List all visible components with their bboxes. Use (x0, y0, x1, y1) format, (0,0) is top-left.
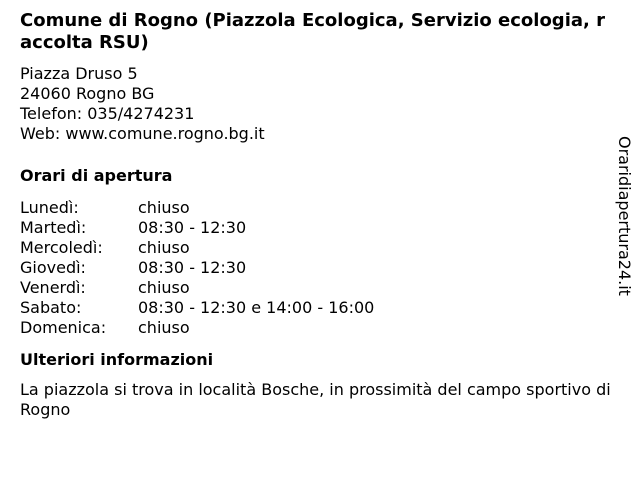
hours-day: Sabato: (20, 298, 82, 317)
watermark (612, 136, 636, 308)
hours-row (20, 278, 610, 298)
hours-row (20, 258, 610, 278)
address-block (20, 64, 610, 144)
hours-time: 08:30 - 12:30 (138, 258, 247, 277)
hours-day: Mercoledì: (20, 238, 103, 257)
hours-time: chiuso (138, 278, 190, 297)
hours-time: 08:30 - 12:30 e 14:00 - 16:00 (138, 298, 375, 317)
website: Web: www.comune.rogno.bg.it (20, 124, 265, 143)
hours-day: Venerdì: (20, 278, 86, 297)
watermark-text: Oraridiapertura24.it (615, 136, 634, 296)
hours-row (20, 238, 610, 258)
hours-day: Martedì: (20, 218, 87, 237)
hours-time: chiuso (138, 318, 190, 337)
hours-time: chiuso (138, 198, 190, 217)
address-city: 24060 Rogno BG (20, 84, 155, 103)
hours-row (20, 218, 610, 238)
hours-row (20, 298, 610, 318)
hours-day: Lunedì: (20, 198, 79, 217)
hours-time: 08:30 - 12:30 (138, 218, 247, 237)
phone-number: Telefon: 035/4274231 (20, 104, 195, 123)
info-text: La piazzola si trova in località Bosche, in prossimità del campo sportivo di Rogno (20, 380, 611, 419)
hours-row (20, 198, 610, 218)
hours-row (20, 318, 610, 338)
hours-time: chiuso (138, 238, 190, 257)
hours-day: Domenica: (20, 318, 107, 337)
address-street: Piazza Druso 5 (20, 64, 138, 83)
page-title: Comune di Rogno (Piazzola Ecologica, Servizio ecologia, raccolta RSU) (20, 10, 605, 53)
business-card (20, 10, 610, 420)
hours-heading: Orari di apertura (20, 166, 173, 185)
hours-day: Giovedì: (20, 258, 86, 277)
hours-table (20, 198, 610, 338)
info-heading: Ulteriori informazioni (20, 350, 214, 369)
